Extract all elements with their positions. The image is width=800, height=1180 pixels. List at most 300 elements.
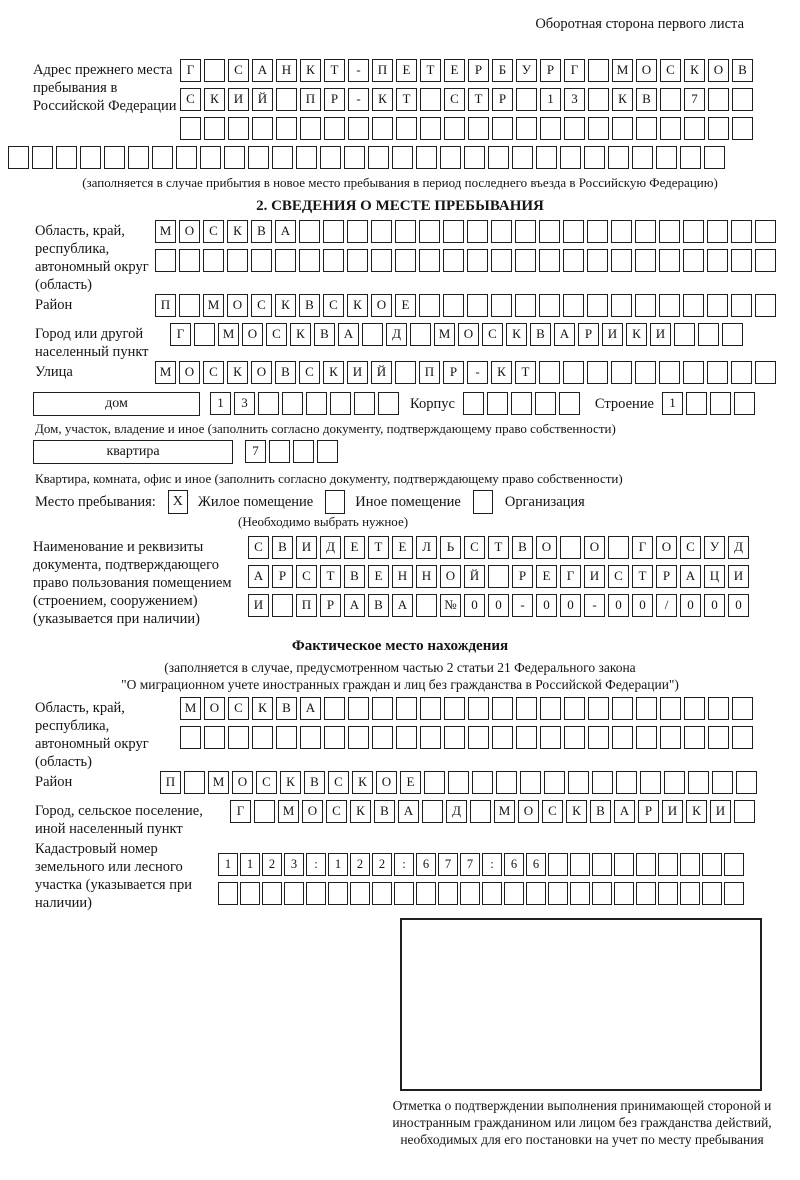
char-cell[interactable]: [731, 294, 752, 317]
char-cell[interactable]: О: [302, 800, 323, 823]
char-cell[interactable]: Б: [492, 59, 513, 82]
char-cell[interactable]: [420, 117, 441, 140]
char-cell[interactable]: М: [612, 59, 633, 82]
char-cell[interactable]: А: [252, 59, 273, 82]
char-cell[interactable]: М: [155, 361, 176, 384]
char-cell[interactable]: [698, 323, 719, 346]
char-cell[interactable]: Й: [252, 88, 273, 111]
char-cell[interactable]: [152, 146, 173, 169]
char-cell[interactable]: К: [347, 294, 368, 317]
char-cell[interactable]: 0: [704, 594, 725, 617]
char-cell[interactable]: О: [518, 800, 539, 823]
checkbox-organizaciya[interactable]: [473, 490, 493, 514]
char-cell[interactable]: М: [434, 323, 455, 346]
char-cell[interactable]: [350, 882, 370, 905]
char-cell[interactable]: [276, 117, 297, 140]
char-cell[interactable]: 6: [526, 853, 546, 876]
char-cell[interactable]: Т: [320, 565, 341, 588]
char-cell[interactable]: [252, 117, 273, 140]
char-cell[interactable]: [724, 853, 744, 876]
char-cell[interactable]: [371, 220, 392, 243]
char-cell[interactable]: [636, 697, 657, 720]
char-cell[interactable]: [293, 440, 314, 463]
char-cell[interactable]: -: [584, 594, 605, 617]
char-cell[interactable]: Д: [446, 800, 467, 823]
char-cell[interactable]: О: [636, 59, 657, 82]
char-cell[interactable]: С: [266, 323, 287, 346]
char-cell[interactable]: Г: [564, 59, 585, 82]
char-cell[interactable]: С: [203, 361, 224, 384]
char-cell[interactable]: [588, 117, 609, 140]
char-cell[interactable]: [680, 882, 700, 905]
char-cell[interactable]: [276, 726, 297, 749]
char-cell[interactable]: С: [203, 220, 224, 243]
char-cell[interactable]: [416, 146, 437, 169]
char-cell[interactable]: О: [227, 294, 248, 317]
char-cell[interactable]: [636, 853, 656, 876]
char-cell[interactable]: [468, 697, 489, 720]
char-cell[interactable]: С: [299, 361, 320, 384]
char-cell[interactable]: [299, 220, 320, 243]
char-cell[interactable]: 3: [234, 392, 255, 415]
char-cell[interactable]: Н: [392, 565, 413, 588]
char-cell[interactable]: :: [394, 853, 414, 876]
char-cell[interactable]: [731, 361, 752, 384]
char-cell[interactable]: Е: [444, 59, 465, 82]
char-cell[interactable]: [323, 220, 344, 243]
char-cell[interactable]: [258, 392, 279, 415]
char-cell[interactable]: [755, 220, 776, 243]
char-cell[interactable]: Т: [368, 536, 389, 559]
char-cell[interactable]: [275, 249, 296, 272]
char-cell[interactable]: [203, 249, 224, 272]
char-cell[interactable]: И: [710, 800, 731, 823]
char-cell[interactable]: [492, 697, 513, 720]
char-cell[interactable]: 7: [684, 88, 705, 111]
char-cell[interactable]: [487, 392, 508, 415]
char-cell[interactable]: Р: [540, 59, 561, 82]
char-cell[interactable]: :: [306, 853, 326, 876]
char-cell[interactable]: [176, 146, 197, 169]
char-cell[interactable]: Е: [395, 294, 416, 317]
char-cell[interactable]: 3: [564, 88, 585, 111]
char-cell[interactable]: -: [348, 59, 369, 82]
char-cell[interactable]: [734, 800, 755, 823]
char-cell[interactable]: С: [328, 771, 349, 794]
char-cell[interactable]: [492, 726, 513, 749]
char-cell[interactable]: И: [650, 323, 671, 346]
char-cell[interactable]: В: [276, 697, 297, 720]
char-cell[interactable]: [707, 361, 728, 384]
char-cell[interactable]: [587, 220, 608, 243]
char-cell[interactable]: [674, 323, 695, 346]
char-cell[interactable]: [372, 697, 393, 720]
char-cell[interactable]: 1: [662, 392, 683, 415]
char-cell[interactable]: [272, 594, 293, 617]
char-cell[interactable]: 0: [680, 594, 701, 617]
char-cell[interactable]: В: [275, 361, 296, 384]
char-cell[interactable]: [608, 536, 629, 559]
char-cell[interactable]: К: [350, 800, 371, 823]
char-cell[interactable]: [248, 146, 269, 169]
char-cell[interactable]: К: [227, 361, 248, 384]
char-cell[interactable]: [443, 249, 464, 272]
char-cell[interactable]: [683, 294, 704, 317]
char-cell[interactable]: В: [314, 323, 335, 346]
char-cell[interactable]: О: [232, 771, 253, 794]
char-cell[interactable]: А: [680, 565, 701, 588]
char-cell[interactable]: Е: [368, 565, 389, 588]
char-cell[interactable]: [539, 294, 560, 317]
char-cell[interactable]: [347, 249, 368, 272]
char-cell[interactable]: [228, 117, 249, 140]
char-cell[interactable]: [755, 249, 776, 272]
char-cell[interactable]: 2: [350, 853, 370, 876]
char-cell[interactable]: [563, 361, 584, 384]
char-cell[interactable]: О: [204, 697, 225, 720]
char-cell[interactable]: [612, 697, 633, 720]
char-cell[interactable]: [56, 146, 77, 169]
char-cell[interactable]: С: [180, 88, 201, 111]
char-cell[interactable]: 0: [536, 594, 557, 617]
char-cell[interactable]: [184, 771, 205, 794]
char-cell[interactable]: 6: [504, 853, 524, 876]
char-cell[interactable]: Т: [396, 88, 417, 111]
char-cell[interactable]: [299, 249, 320, 272]
char-cell[interactable]: М: [208, 771, 229, 794]
char-cell[interactable]: К: [204, 88, 225, 111]
char-cell[interactable]: К: [372, 88, 393, 111]
char-cell[interactable]: [344, 146, 365, 169]
char-cell[interactable]: [368, 146, 389, 169]
char-cell[interactable]: [204, 59, 225, 82]
char-cell[interactable]: [179, 249, 200, 272]
char-cell[interactable]: [416, 882, 436, 905]
char-cell[interactable]: [460, 882, 480, 905]
char-cell[interactable]: [395, 361, 416, 384]
char-cell[interactable]: Р: [512, 565, 533, 588]
char-cell[interactable]: Н: [416, 565, 437, 588]
char-cell[interactable]: [548, 882, 568, 905]
char-cell[interactable]: Й: [371, 361, 392, 384]
char-cell[interactable]: К: [352, 771, 373, 794]
char-cell[interactable]: Е: [344, 536, 365, 559]
char-cell[interactable]: [419, 294, 440, 317]
char-cell[interactable]: О: [371, 294, 392, 317]
char-cell[interactable]: Т: [324, 59, 345, 82]
char-cell[interactable]: [535, 392, 556, 415]
char-cell[interactable]: В: [636, 88, 657, 111]
char-cell[interactable]: Т: [515, 361, 536, 384]
char-cell[interactable]: [200, 146, 221, 169]
char-cell[interactable]: [488, 146, 509, 169]
char-cell[interactable]: Г: [170, 323, 191, 346]
char-cell[interactable]: [420, 88, 441, 111]
char-cell[interactable]: [362, 323, 383, 346]
char-cell[interactable]: [588, 697, 609, 720]
char-cell[interactable]: А: [300, 697, 321, 720]
char-cell[interactable]: [731, 220, 752, 243]
char-cell[interactable]: Р: [656, 565, 677, 588]
char-cell[interactable]: 1: [210, 392, 231, 415]
char-cell[interactable]: М: [155, 220, 176, 243]
char-cell[interactable]: [540, 117, 561, 140]
char-cell[interactable]: И: [248, 594, 269, 617]
char-cell[interactable]: [536, 146, 557, 169]
char-cell[interactable]: С: [251, 294, 272, 317]
char-cell[interactable]: [612, 726, 633, 749]
char-cell[interactable]: [632, 146, 653, 169]
char-cell[interactable]: У: [704, 536, 725, 559]
char-cell[interactable]: [686, 392, 707, 415]
char-cell[interactable]: [710, 392, 731, 415]
char-cell[interactable]: [180, 117, 201, 140]
char-cell[interactable]: Р: [638, 800, 659, 823]
char-cell[interactable]: [438, 882, 458, 905]
char-cell[interactable]: [443, 220, 464, 243]
char-cell[interactable]: [659, 361, 680, 384]
char-cell[interactable]: М: [203, 294, 224, 317]
char-cell[interactable]: [560, 536, 581, 559]
char-cell[interactable]: [635, 361, 656, 384]
char-cell[interactable]: Т: [632, 565, 653, 588]
char-cell[interactable]: [444, 697, 465, 720]
char-cell[interactable]: [568, 771, 589, 794]
char-cell[interactable]: №: [440, 594, 461, 617]
char-cell[interactable]: [395, 249, 416, 272]
char-cell[interactable]: [419, 249, 440, 272]
char-cell[interactable]: [702, 853, 722, 876]
char-cell[interactable]: [683, 220, 704, 243]
char-cell[interactable]: [282, 392, 303, 415]
char-cell[interactable]: [708, 88, 729, 111]
char-cell[interactable]: В: [732, 59, 753, 82]
char-cell[interactable]: А: [344, 594, 365, 617]
char-cell[interactable]: П: [300, 88, 321, 111]
char-cell[interactable]: [611, 361, 632, 384]
char-cell[interactable]: О: [458, 323, 479, 346]
char-cell[interactable]: [516, 117, 537, 140]
char-cell[interactable]: [204, 117, 225, 140]
char-cell[interactable]: [563, 220, 584, 243]
char-cell[interactable]: [658, 853, 678, 876]
char-cell[interactable]: [347, 220, 368, 243]
char-cell[interactable]: :: [482, 853, 502, 876]
char-cell[interactable]: [564, 117, 585, 140]
char-cell[interactable]: [660, 697, 681, 720]
char-cell[interactable]: [584, 146, 605, 169]
char-cell[interactable]: [736, 771, 757, 794]
char-cell[interactable]: [660, 726, 681, 749]
char-cell[interactable]: [564, 697, 585, 720]
char-cell[interactable]: [467, 220, 488, 243]
char-cell[interactable]: [323, 249, 344, 272]
char-cell[interactable]: [516, 726, 537, 749]
char-cell[interactable]: [588, 59, 609, 82]
char-cell[interactable]: [251, 249, 272, 272]
char-cell[interactable]: С: [680, 536, 701, 559]
char-cell[interactable]: К: [227, 220, 248, 243]
char-cell[interactable]: Р: [578, 323, 599, 346]
char-cell[interactable]: В: [344, 565, 365, 588]
char-cell[interactable]: [702, 882, 722, 905]
char-cell[interactable]: [564, 726, 585, 749]
char-cell[interactable]: [683, 249, 704, 272]
char-cell[interactable]: [80, 146, 101, 169]
char-cell[interactable]: С: [326, 800, 347, 823]
char-cell[interactable]: П: [372, 59, 393, 82]
char-cell[interactable]: П: [296, 594, 317, 617]
char-cell[interactable]: П: [160, 771, 181, 794]
char-cell[interactable]: О: [536, 536, 557, 559]
char-cell[interactable]: [520, 771, 541, 794]
char-cell[interactable]: 7: [245, 440, 266, 463]
char-cell[interactable]: С: [444, 88, 465, 111]
char-cell[interactable]: [240, 882, 260, 905]
char-cell[interactable]: [712, 771, 733, 794]
char-cell[interactable]: О: [179, 361, 200, 384]
char-cell[interactable]: [468, 117, 489, 140]
char-cell[interactable]: [443, 294, 464, 317]
char-cell[interactable]: [704, 146, 725, 169]
char-cell[interactable]: [540, 726, 561, 749]
char-cell[interactable]: [284, 882, 304, 905]
char-cell[interactable]: Р: [324, 88, 345, 111]
char-cell[interactable]: Й: [464, 565, 485, 588]
char-cell[interactable]: 3: [284, 853, 304, 876]
char-cell[interactable]: [491, 249, 512, 272]
char-cell[interactable]: [592, 853, 612, 876]
char-cell[interactable]: [755, 294, 776, 317]
char-cell[interactable]: [228, 726, 249, 749]
char-cell[interactable]: [448, 771, 469, 794]
char-cell[interactable]: Р: [492, 88, 513, 111]
char-cell[interactable]: -: [467, 361, 488, 384]
char-cell[interactable]: [218, 882, 238, 905]
char-cell[interactable]: [707, 249, 728, 272]
char-cell[interactable]: Т: [488, 536, 509, 559]
char-cell[interactable]: С: [248, 536, 269, 559]
char-cell[interactable]: [548, 853, 568, 876]
char-cell[interactable]: П: [419, 361, 440, 384]
char-cell[interactable]: М: [180, 697, 201, 720]
char-cell[interactable]: [635, 294, 656, 317]
char-cell[interactable]: [570, 853, 590, 876]
char-cell[interactable]: С: [323, 294, 344, 317]
char-cell[interactable]: [732, 117, 753, 140]
char-cell[interactable]: [592, 771, 613, 794]
char-cell[interactable]: [354, 392, 375, 415]
char-cell[interactable]: Д: [386, 323, 407, 346]
char-cell[interactable]: С: [482, 323, 503, 346]
char-cell[interactable]: [324, 697, 345, 720]
char-cell[interactable]: [330, 392, 351, 415]
char-cell[interactable]: К: [684, 59, 705, 82]
char-cell[interactable]: О: [242, 323, 263, 346]
char-cell[interactable]: С: [228, 59, 249, 82]
char-cell[interactable]: [616, 771, 637, 794]
char-cell[interactable]: 0: [632, 594, 653, 617]
char-cell[interactable]: [468, 726, 489, 749]
char-cell[interactable]: [491, 220, 512, 243]
char-cell[interactable]: И: [296, 536, 317, 559]
char-cell[interactable]: [680, 146, 701, 169]
char-cell[interactable]: Т: [420, 59, 441, 82]
char-cell[interactable]: С: [542, 800, 563, 823]
char-cell[interactable]: [371, 249, 392, 272]
char-cell[interactable]: К: [612, 88, 633, 111]
char-cell[interactable]: [300, 726, 321, 749]
char-cell[interactable]: 0: [488, 594, 509, 617]
char-cell[interactable]: [504, 882, 524, 905]
char-cell[interactable]: [372, 882, 392, 905]
char-cell[interactable]: [467, 249, 488, 272]
char-cell[interactable]: [544, 771, 565, 794]
char-cell[interactable]: [396, 726, 417, 749]
char-cell[interactable]: [635, 249, 656, 272]
char-cell[interactable]: [328, 882, 348, 905]
char-cell[interactable]: В: [299, 294, 320, 317]
char-cell[interactable]: [732, 726, 753, 749]
char-cell[interactable]: 2: [262, 853, 282, 876]
char-cell[interactable]: [684, 117, 705, 140]
char-cell[interactable]: Р: [272, 565, 293, 588]
char-cell[interactable]: [563, 249, 584, 272]
char-cell[interactable]: Е: [400, 771, 421, 794]
char-cell[interactable]: С: [660, 59, 681, 82]
char-cell[interactable]: [656, 146, 677, 169]
char-cell[interactable]: [8, 146, 29, 169]
char-cell[interactable]: [539, 249, 560, 272]
char-cell[interactable]: К: [491, 361, 512, 384]
char-cell[interactable]: Е: [392, 536, 413, 559]
char-cell[interactable]: [659, 294, 680, 317]
char-cell[interactable]: Р: [468, 59, 489, 82]
char-cell[interactable]: [204, 726, 225, 749]
char-cell[interactable]: А: [248, 565, 269, 588]
char-cell[interactable]: 0: [560, 594, 581, 617]
char-cell[interactable]: К: [686, 800, 707, 823]
char-cell[interactable]: [611, 220, 632, 243]
char-cell[interactable]: У: [516, 59, 537, 82]
char-cell[interactable]: [420, 726, 441, 749]
char-cell[interactable]: [420, 697, 441, 720]
char-cell[interactable]: С: [608, 565, 629, 588]
char-cell[interactable]: В: [530, 323, 551, 346]
char-cell[interactable]: [608, 146, 629, 169]
char-cell[interactable]: М: [494, 800, 515, 823]
char-cell[interactable]: [659, 249, 680, 272]
char-cell[interactable]: [683, 361, 704, 384]
char-cell[interactable]: [635, 220, 656, 243]
char-cell[interactable]: [539, 220, 560, 243]
char-cell[interactable]: [587, 249, 608, 272]
char-cell[interactable]: В: [251, 220, 272, 243]
char-cell[interactable]: М: [218, 323, 239, 346]
char-cell[interactable]: [732, 88, 753, 111]
char-cell[interactable]: В: [304, 771, 325, 794]
char-cell[interactable]: [395, 220, 416, 243]
char-cell[interactable]: К: [252, 697, 273, 720]
char-cell[interactable]: Д: [728, 536, 749, 559]
checkbox-zhiloe[interactable]: X: [168, 490, 188, 514]
char-cell[interactable]: 0: [464, 594, 485, 617]
char-cell[interactable]: [684, 726, 705, 749]
char-cell[interactable]: [416, 594, 437, 617]
char-cell[interactable]: С: [256, 771, 277, 794]
char-cell[interactable]: В: [374, 800, 395, 823]
char-cell[interactable]: В: [272, 536, 293, 559]
